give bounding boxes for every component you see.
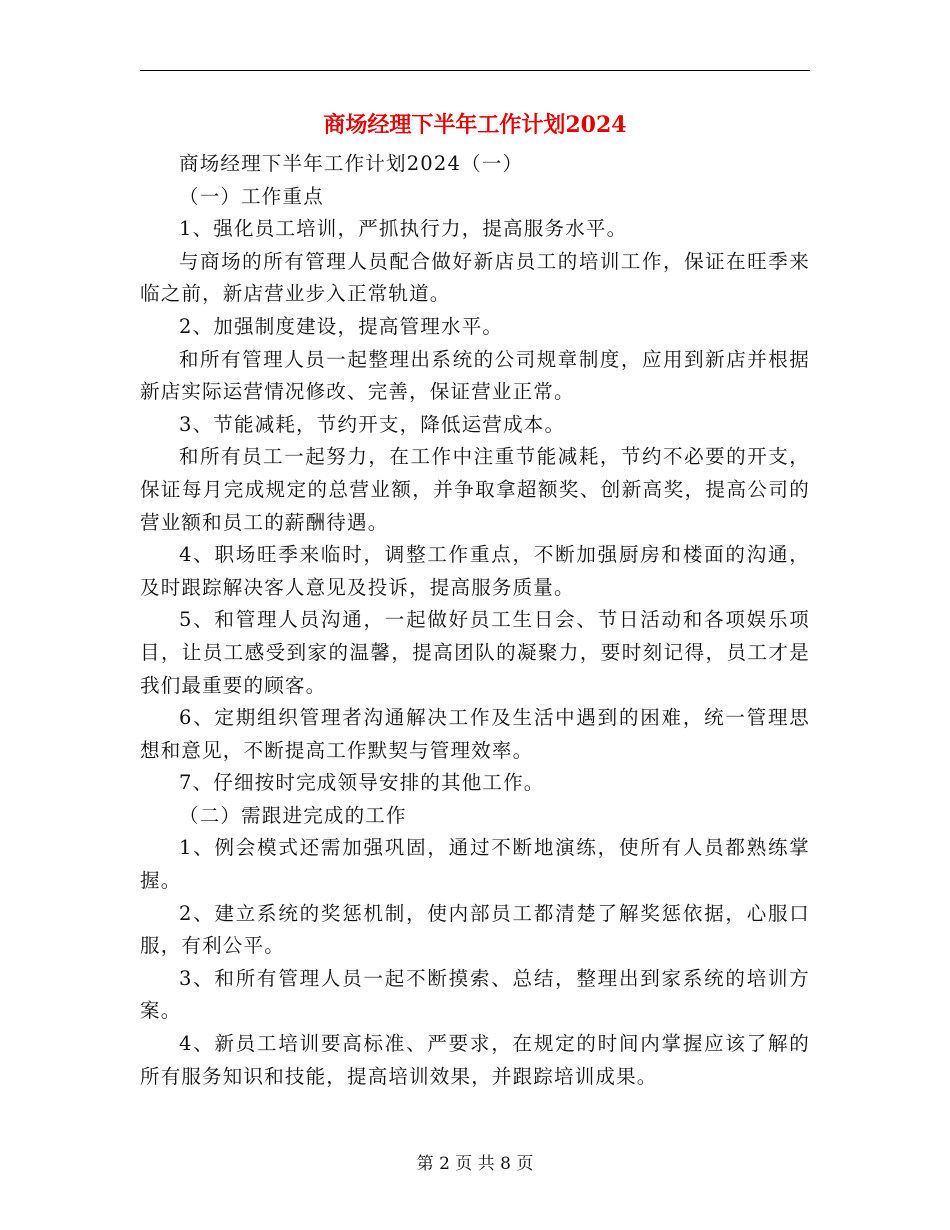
list-item: 1、强化员工培训，严抓执行力，提高服务水平。 <box>179 217 628 241</box>
document-body <box>140 148 810 1093</box>
list-item: 2、建立系统的奖惩机制，使内部员工都清楚了解奖惩依据，心服口服，有利公平。 <box>140 901 810 958</box>
page-number-footer: 第 2 页 共 8 页 <box>416 1154 534 1174</box>
list-item: 5、和管理人员沟通，一起做好员工生日会、节日活动和各项娱乐项目，让员工感受到家的温馨，提高团队的凝聚力，要时刻记得，员工才是我们最重要的顾客。 <box>140 608 810 697</box>
list-item: 2、加强制度建设，提高管理水平。 <box>179 314 504 338</box>
section-heading-main: 商场经理下半年工作计划2024（一） <box>179 152 524 175</box>
header-rule <box>140 70 810 71</box>
paragraph: 和所有员工一起努力，在工作中注重节能减耗，节约不必要的开支，保证每月完成规定的总营业额，并争取拿超额奖、创新高奖，提高公司的营业额和员工的薪酬待遇。 <box>140 445 810 534</box>
document-title: 商场经理下半年工作计划2024 <box>323 112 627 138</box>
list-item: 6、定期组织管理者沟通解决工作及生活中遇到的困难，统一管理思想和意见，不断提高工作默契与管理效率。 <box>140 706 810 762</box>
list-item: 3、节能减耗，节约开支，降低运营成本。 <box>179 412 566 436</box>
list-item: 7、仔细按时完成领导安排的其他工作。 <box>179 771 545 795</box>
paragraph: 与商场的所有管理人员配合做好新店员工的培训工作，保证在旺季来临之前，新店营业步入正常轨道。 <box>140 249 810 306</box>
subsection-heading-1: （一）工作重点 <box>179 184 324 208</box>
list-item: 4、职场旺季来临时，调整工作重点，不断加强厨房和楼面的沟通，及时跟踪解决客人意见及投诉，提高服务质量。 <box>140 543 810 599</box>
list-item: 4、新员工培训要高标准、严要求，在规定的时间内掌握应该了解的所有服务知识和技能，提高培训效果，并跟踪培训成果。 <box>140 1032 810 1088</box>
list-item: 3、和所有管理人员一起不断摸索、总结，整理出到家系统的培训方案。 <box>140 966 810 1023</box>
subsection-heading-2: （二）需跟进完成的工作 <box>179 803 407 827</box>
paragraph: 和所有管理人员一起整理出系统的公司规章制度，应用到新店并根据新店实际运营情况修改、完善，保证营业正常。 <box>140 347 810 404</box>
list-item: 1、例会模式还需加强巩固，通过不断地演练，使所有人员都熟练掌握。 <box>140 836 810 893</box>
